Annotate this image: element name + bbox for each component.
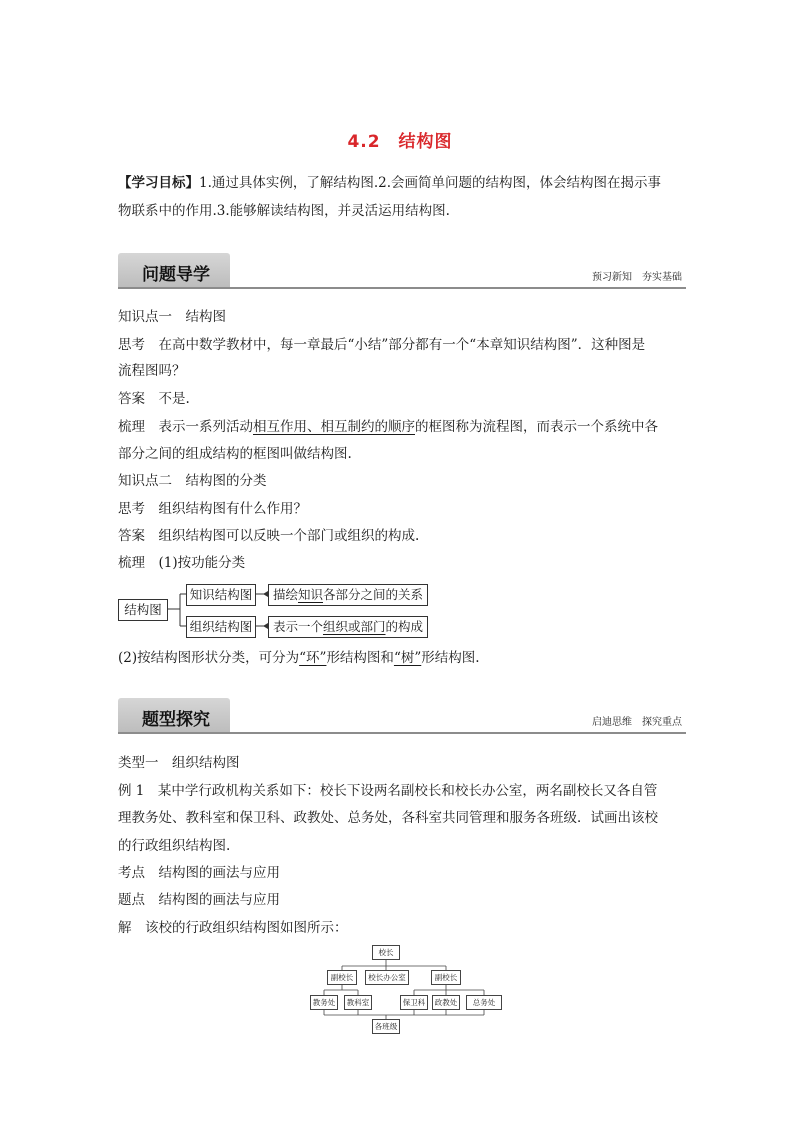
section-tab — [118, 698, 230, 732]
odesc-b: 的构成 — [385, 619, 424, 634]
kp1-comb-2: 部分之间的组成结构的框图叫做结构图. — [118, 446, 352, 462]
shape-prefix: (2)按结构图形状分类，可分为 — [118, 650, 300, 666]
kp2-think: 思考 组织结构图有什么作用？ — [118, 501, 307, 517]
kp1-comb-prefix: 梳理 表示一系列活动 — [118, 419, 253, 435]
section-header-wenti — [118, 253, 686, 289]
objectives-line-1 — [118, 173, 688, 193]
odesc-a: 表示一个 — [272, 619, 323, 634]
knowledge-structure-box: 知识结构图 — [186, 584, 256, 606]
type1-heading: 类型一 组织结构图 — [118, 755, 240, 771]
org-principal: 校长 — [372, 945, 400, 960]
kp1-think-1: 思考 在高中数学教材中，每一章最后“小结”部分都有一个“本章知识结构图”．这种图是 — [118, 337, 646, 353]
kp1-comb-suffix: 的框图称为流程图，而表示一个系统中各 — [415, 419, 658, 435]
org-dept-security: 保卫科 — [400, 995, 428, 1010]
kp2-answer: 答案 组织结构图可以反映一个部门或组织的构成. — [118, 528, 420, 544]
org-vice-principal-1: 副校长 — [327, 970, 357, 985]
solution-line: 解 该校的行政组织结构图如图所示： — [118, 920, 348, 936]
kaodian-line: 考点 结构图的画法与应用 — [118, 865, 280, 881]
page-title: 4.2 结构图 — [347, 132, 453, 152]
example-line-3: 的行政组织结构图. — [118, 838, 231, 854]
tidian-line: 题点 结构图的画法与应用 — [118, 892, 280, 908]
example-line-1: 例 1 某中学行政机构关系如下：校长下设两名副校长和校长办公室，两名副校长又各自管 — [118, 783, 658, 799]
kdesc-u: 知识 — [297, 587, 323, 602]
shape-suffix: 形结构图. — [421, 650, 480, 666]
shape-ring: “环” — [299, 650, 327, 666]
org-classes: 各班级 — [372, 1019, 400, 1034]
org-vice-principal-2: 副校长 — [431, 970, 461, 985]
section-subtitle: 启迪思维 探究重点 — [592, 717, 682, 728]
kp1-answer: 答案 不是. — [118, 391, 190, 407]
org-dept-political: 政教处 — [432, 995, 460, 1010]
section-subtitle: 预习新知 夯实基础 — [592, 272, 682, 283]
kp1-comb-underline: 相互作用、相互制约的顺序 — [253, 419, 415, 435]
kp1-think-2: 流程图吗？ — [118, 363, 186, 379]
objectives-line-2: 物联系中的作用.3.能够解读结构图，并灵活运用结构图. — [118, 203, 450, 219]
shape-tree: “树” — [393, 650, 422, 666]
shape-line — [118, 648, 688, 668]
section-rule — [118, 732, 686, 734]
odesc-u: 组织或部门 — [322, 619, 386, 634]
objectives-label: 【学习目标】 — [118, 175, 199, 191]
org-structure-box: 组织结构图 — [186, 616, 256, 638]
shape-middle: 形结构图和 — [326, 650, 394, 666]
org-chart-connectors — [300, 945, 500, 1035]
objectives-text-1: 1.通过具体实例，了解结构图.2.会画简单问题的结构图，体会结构图在揭示事 — [199, 175, 662, 191]
kdesc-b: 各部分之间的关系 — [323, 587, 424, 602]
section-tab-label: 题型探究 — [142, 710, 210, 730]
kp2-heading: 知识点二 结构图的分类 — [118, 473, 267, 489]
kp1-heading: 知识点一 结构图 — [118, 309, 226, 325]
section-header-tixing — [118, 698, 686, 734]
org-dept-general: 总务处 — [466, 995, 502, 1010]
org-dept-academic: 教务处 — [310, 995, 338, 1010]
section-tab — [118, 253, 230, 287]
section-tab-label: 问题导学 — [142, 265, 210, 285]
kp1-comb-1 — [118, 417, 688, 437]
kp2-comb: 梳理 (1)按功能分类 — [118, 555, 246, 571]
org-structure-desc — [268, 616, 428, 638]
kdesc-a: 描绘 — [272, 587, 298, 602]
example-line-2: 理教务处、教科室和保卫科、政教处、总务处，各科室共同管理和服务各班级．试画出该校 — [118, 810, 658, 826]
section-rule — [118, 287, 686, 289]
org-principal-office: 校长办公室 — [365, 970, 409, 985]
root-structure-box: 结构图 — [118, 599, 168, 621]
knowledge-structure-desc — [268, 584, 428, 606]
org-dept-research: 教科室 — [344, 995, 372, 1010]
